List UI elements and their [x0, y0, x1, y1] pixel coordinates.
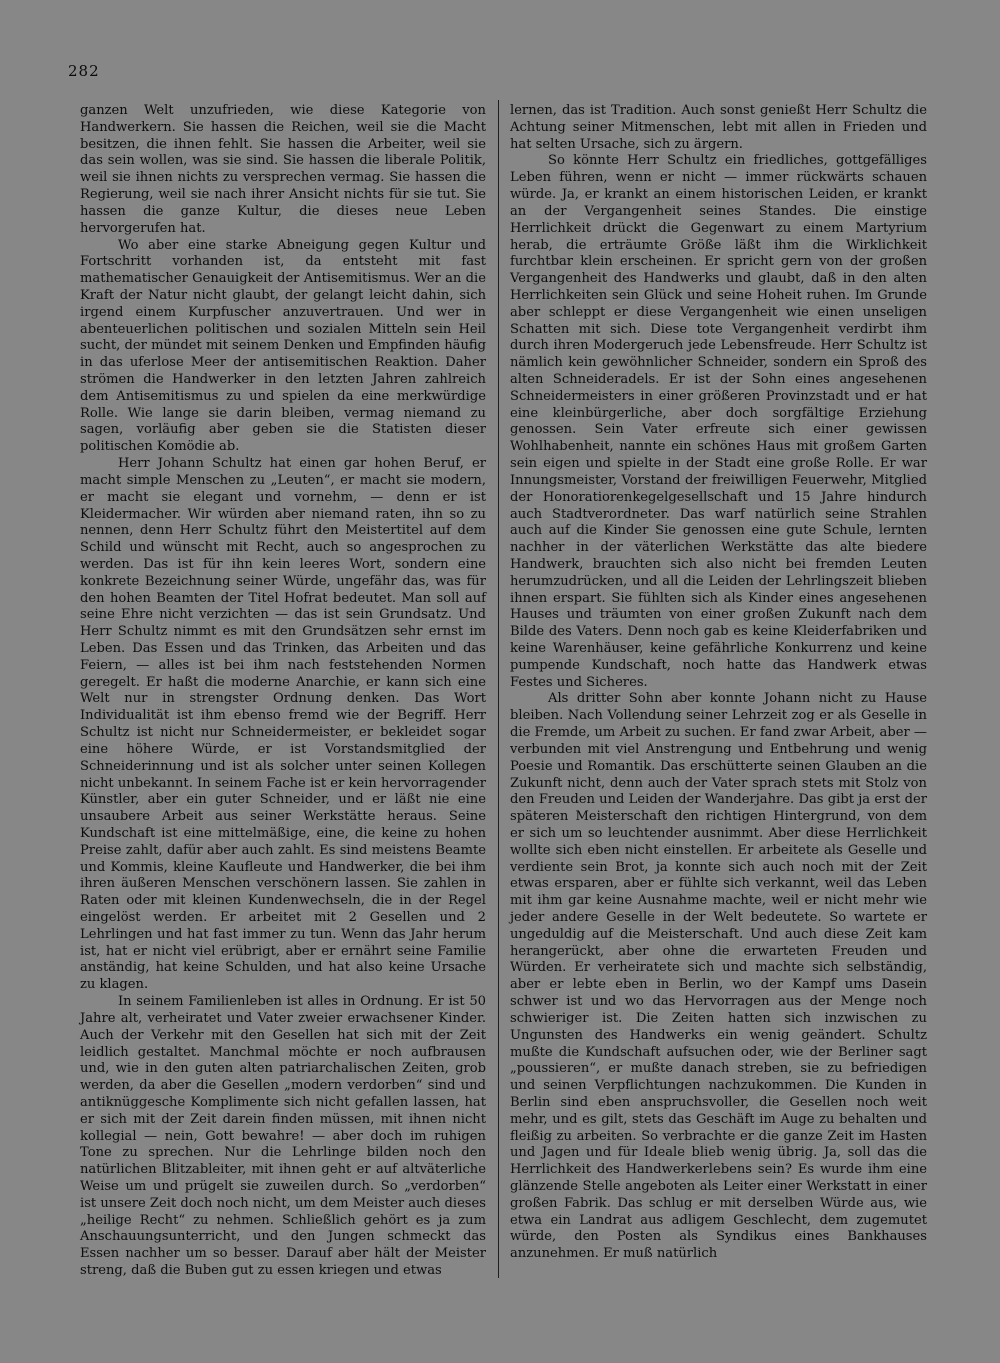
paragraph: So könnte Herr Schultz ein friedliches, gottgefälliges Leben führen, wenn er nicht — immer rückwärts schauen würde. Ja, er krankt an einem historischen Leiden, er krankt an der Vergangenheit seines Standes. Die einstige Herrlichkeit drückt die Gegenwart zu einem Martyrium herab, die erträumte Größe läßt ihm die Wirklichkeit furchtbar klein erscheinen. Er spricht gern von der großen Vergangenheit des Handwerks und glaubt, daß in den alten Herrlichkeiten sein Glück und seine Hoheit ruhen. Im Grunde aber schleppt er diese Vergangenheit wie einen unseligen Schatten mit sich. Diese tote Vergangenheit verdirbt ihm durch ihren Modergeruch jede Lebensfreude. Herr Schultz ist nämlich kein gewöhnlicher Schneider, sondern ein Sproß des alten Schneideradels. Er ist der Sohn eines angesehenen Schneidermeisters in einer größeren Provinzstadt und er hat eine kleinbürgerliche, aber doch sorgfältige Erziehung genossen. Sein Vater erfreute sich einer gewissen Wohlhabenheit, nannte ein schönes Haus mit großem Garten sein eigen und spielte in der Stadt eine große Rolle. Er war Innungsmeister, Vorstand der freiwilligen Feuerwehr, Mitglied der Honoratiorenkegelgesellschaft und 15 Jahre hindurch auch Stadtverordneter. Das warf natürlich seine Strahlen auch auf die Kinder Sie genossen eine gute Schule, lernten nachher in der väterlichen Werkstätte das alte biedere Handwerk, brauchten sich also nicht bei fremden Leuten herumzudrücken, und all die Leiden der Lehrlingszeit blieben ihnen erspart. Sie fühlten sich als Kinder eines angesehenen Hauses und träumten von einer großen Zukunft nach dem Bilde des Vaters. Denn noch gab es keine Kleiderfabriken und keine Warenhäuser, keine gefährliche Konkurrenz und keine pumpende Kundschaft, noch hatte das Handwerk etwas Festes und Sicheres. — [510, 153, 927, 690]
paragraph: ganzen Welt unzufrieden, wie diese Kategorie von Handwerkern. Sie hassen die Reichen, weil sie die Macht besitzen, die ihnen fehlt. Sie hassen die Arbeiter, weil sie das sein wollen, was sie sind. Sie hassen die liberale Politik, weil sie ihnen nichts zu versprechen vermag. Sie hassen die Regierung, weil sie nach ihrer Ansicht nichts für sie tut. Sie hassen die ganze Kultur, die dieses neue Leben hervorgerufen hat. — [80, 103, 486, 236]
left-column — [80, 103, 486, 1280]
paragraph: Wo aber eine starke Abneigung gegen Kultur und Fortschritt vorhanden ist, da entsteht mit fast mathematischer Genauigkeit der Antisemitismus. Wer an die Kraft der Natur nicht glaubt, der gelangt leicht dahin, sich irgend einem Kurpfuscher anzuvertrauen. Und wer in abenteuerlichen politischen und sozialen Mitteln sein Heil sucht, der mündet mit seinem Denken und Empfinden häufig in das uferlose Meer der antisemitischen Reaktion. Daher strömen die Handwerker in den letzten Jahren zahlreich dem Antisemitismus zu und spielen da eine merkwürdige Rolle. Wie lange sie darin bleiben, vermag niemand zu sagen, vorläufig aber geben sie die Statisten dieser politischen Komödie ab. — [80, 237, 486, 455]
right-column — [510, 103, 927, 1263]
page-number: 282 — [68, 62, 100, 80]
paragraph: Als dritter Sohn aber konnte Johann nicht zu Hause bleiben. Nach Vollendung seiner Lehrzeit zog er als Geselle in die Fremde, um Arbeit zu suchen. Er fand zwar Arbeit, aber — verbunden mit viel Anstrengung und Entbehrung und wenig Poesie und Romantik. Das erschütterte seinen Glauben an die Zukunft nicht, denn auch der Vater sprach stets mit Stolz von den Freuden und Leiden der Wanderjahre. Das gibt ja erst der späteren Meisterschaft den richtigen Hintergrund, von dem er sich um so leuchtender ausnimmt. Aber diese Herrlichkeit wollte sich eben nicht einstellen. Er arbeitete als Geselle und verdiente sein Brot, ja konnte sich auch noch mit der Zeit etwas ersparen, aber er fühlte sich verkannt, weil das Leben mit ihm gar keine Ausnahme machte, weil er nicht mehr wie jeder andere Geselle in der Welt bedeutete. So wartete er ungeduldig auf die Meisterschaft. Und auch diese Zeit kam herangerückt, aber ohne die erwarteten Freuden und Würden. Er verheiratete sich und machte sich selbständig, aber er lebte eben in Berlin, wo der Kampf ums Dasein schwer ist und wo das Hervorragen aus der Menge noch schwieriger ist. Die Zeiten hatten sich inzwischen zu Ungunsten des Handwerks ein wenig geändert. Schultz mußte die Kundschaft aufsuchen oder, wie der Berliner sagt „poussieren“, er mußte danach streben, sie zu befriedigen und seinen Verpflichtungen nachzukommen. Die Kunden in Berlin sind eben anspruchsvoller, die Gesellen noch weit mehr, und es gilt, stets das Geschäft im Auge zu behalten und fleißig zu arbeiten. So verbrachte er die ganze Zeit im Hasten und Jagen und für Ideale blieb wenig übrig. Ja, soll das die Herrlichkeit des Handwerkerlebens sein? Es wurde ihm eine glänzende Stelle angeboten als Leiter einer Werkstatt in einer großen Fabrik. Das schlug er mit derselben Würde aus, wie etwa ein Landrat aus adligem Geschlecht, dem zugemutet würde, den Posten als Syndikus eines Bankhauses anzunehmen. Er muß natürlich — [510, 691, 927, 1262]
paragraph: lernen, das ist Tradition. Auch sonst genießt Herr Schultz die Achtung seiner Mitmenschen, lebt mit allen in Frieden und hat selten Ursache, sich zu ärgern. — [510, 103, 927, 152]
column-divider — [498, 100, 499, 1278]
paragraph: In seinem Familienleben ist alles in Ordnung. Er ist 50 Jahre alt, verheiratet und Vater zweier erwachsener Kinder. Auch der Verkehr mit den Gesellen hat sich mit der Zeit leidlich gestaltet. Manchmal möchte er noch aufbrausen und, wie in den guten alten patriarchalischen Zeiten, grob werden, da aber die Gesellen „modern verdorben“ sind und antiknüggesche Komplimente sich nicht gefallen lassen, hat er sich mit der Zeit darein finden müssen, mit ihnen nicht kollegial — nein, Gott bewahre! — aber doch im ruhigen Tone zu sprechen. Nur die Lehrlinge bilden noch den natürlichen Blitzableiter, mit ihnen geht er auf altväterliche Weise um und prügelt sie zuweilen durch. So „verdorben“ ist unsere Zeit doch noch nicht, um dem Meister auch dieses „heilige Recht“ zu nehmen. Schließlich gehört es ja zum Anschauungsunterricht, und den Jungen schmeckt das Essen nachher um so besser. Darauf aber hält der Meister streng, daß die Buben gut zu essen kriegen und etwas — [80, 994, 486, 1279]
paragraph: Herr Johann Schultz hat einen gar hohen Beruf, er macht simple Menschen zu „Leuten“, er macht sie modern, er macht sie elegant und vornehm, — denn er ist Kleidermacher. Wir würden aber niemand raten, ihn so zu nennen, denn Herr Schultz führt den Meistertitel auf dem Schild und wünscht mit Recht, auch so angesprochen zu werden. Das ist für ihn kein leeres Wort, sondern eine konkrete Bezeichnung seiner Würde, ungefähr das, was für den hohen Beamten der Titel Hofrat bedeutet. Man soll auf seine Ehre nicht verzichten — das ist sein Grundsatz. Und Herr Schultz nimmt es mit den Grundsätzen sehr ernst im Leben. Das Essen und das Trinken, das Arbeiten und das Feiern, — alles ist bei ihm nach feststehenden Normen geregelt. Er haßt die moderne Anarchie, er kann sich eine Welt nur in strengster Ordnung denken. Das Wort Individualität ist ihm ebenso fremd wie der Begriff. Herr Schultz ist nicht nur Schneidermeister, er bekleidet sogar eine höhere Würde, er ist Vorstandsmitglied der Schneiderinnung und ist als solcher unter seinen Kollegen nicht unbekannt. In seinem Fache ist er kein hervorragender Künstler, aber ein guter Schneider, und er läßt nie eine unsaubere Arbeit aus seiner Werkstätte heraus. Seine Kundschaft ist eine mittelmäßige, eine, die keine zu hohen Preise zahlt, dafür aber auch zahlt. Es sind meistens Beamte und Kommis, kleine Kaufleute und Handwerker, die bei ihm ihren äußeren Menschen verschönern lassen. Sie zahlen in Raten oder mit kleinen Kundenwechseln, die in der Regel eingelöst werden. Er arbeitet mit 2 Gesellen und 2 Lehrlingen und hat fast immer zu tun. Wenn das Jahr herum ist, hat er nicht viel erübrigt, aber er ernährt seine Familie anständig, hat keine Schulden, und hat also keine Ursache zu klagen. — [80, 456, 486, 993]
